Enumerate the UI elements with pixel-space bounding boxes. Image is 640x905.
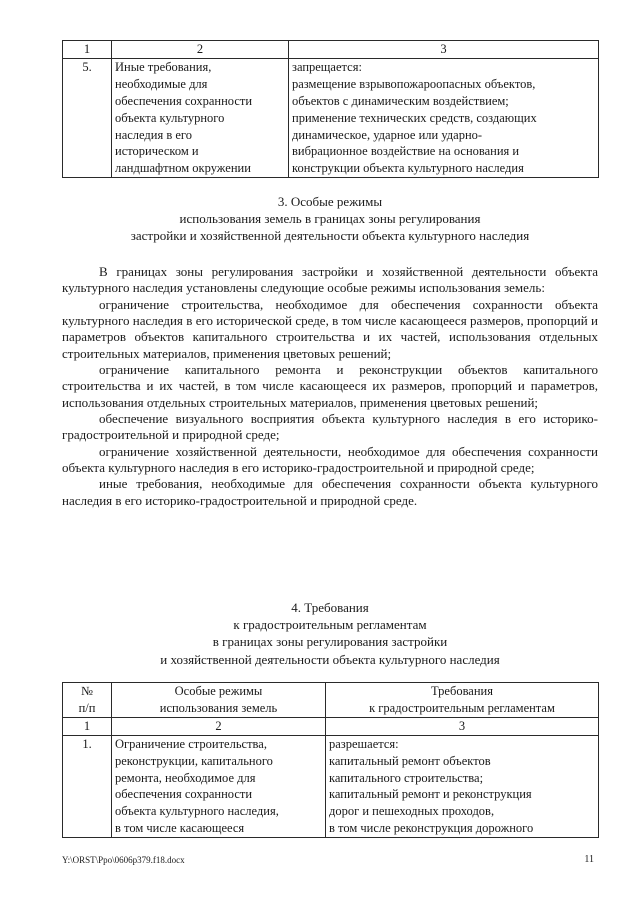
cell-line: Иные требования, <box>115 59 212 74</box>
row-number: 5. <box>63 58 112 177</box>
cell-line: динамическое, ударное или ударно- <box>292 127 483 142</box>
regulations-table <box>62 682 599 838</box>
column-index-cell: 3 <box>289 41 599 59</box>
section-3-body <box>62 264 598 509</box>
cell-line: реконструкции, капитального <box>115 753 273 768</box>
cell-line: капитальный ремонт и реконструкция <box>329 787 532 802</box>
paragraph: ограничение капитального ремонта и реконструкции объектов капитального строительства и их частей, в том числе касающееся их размеров, пропорций и параметров, использования отдельных строительных материалов, применения цветовых решений; <box>62 362 598 410</box>
cell-line: необходимые для <box>115 76 208 91</box>
special-mode-cell <box>112 735 326 837</box>
cell-line: дорог и пешеходных проходов, <box>329 804 495 819</box>
column-index-cell: 1 <box>63 41 112 59</box>
requirement-detail-cell <box>289 58 599 177</box>
header-line: к градостроительным регламентам <box>369 700 555 715</box>
row-number: 1. <box>63 735 112 837</box>
header-line: № <box>81 684 93 698</box>
heading-line: использования земель в границах зоны регулирования <box>179 211 481 227</box>
column-index-row <box>63 717 599 735</box>
header-line: п/п <box>78 700 96 715</box>
table-header-row <box>63 683 599 718</box>
column-index-cell: 2 <box>112 717 326 735</box>
cell-line: конструкции объекта культурного наследия <box>292 161 524 176</box>
paragraph: ограничение хозяйственной деятельности, необходимое для обеспечения сохранности объекта культурного наследия в его историко-градостроительной и природной среде; <box>62 443 598 476</box>
cell-line: размещение взрывопожароопасных объектов, <box>292 76 536 91</box>
cell-line: объекта культурного наследия, <box>115 804 279 819</box>
column-index-cell: 3 <box>326 717 599 735</box>
heading-line: 4. Требования <box>291 600 369 615</box>
paragraph: ограничение строительства, необходимое для обеспечения сохранности объекта культурного наследия в его исторической среде, в том числе касающееся размеров, пропорций и параметров объектов капитального строительства и их частей, использования отдельных строительных материалов, применения цветовых решений; <box>62 296 598 361</box>
table-row <box>63 735 599 837</box>
cell-line: капитальный ремонт объектов <box>329 753 491 768</box>
cell-line: применение технических средств, создающих <box>292 110 537 125</box>
heading-line: и хозяйственной деятельности объекта культурного наследия <box>160 651 500 667</box>
header-line: Требования <box>431 684 493 698</box>
cell-line: Ограничение строительства, <box>115 736 267 751</box>
paragraph: В границах зоны регулирования застройки и хозяйственной деятельности объекта культурного наследия установлены следующие особые режимы использования земель: <box>62 264 598 296</box>
cell-line: запрещается: <box>292 59 362 74</box>
footer-file-path: Y:\ORST\Ppo\0606p379.f18.docx <box>62 855 185 865</box>
cell-line: обеспечения сохранности <box>115 787 253 802</box>
cell-line: ландшафтном окружении <box>115 161 251 176</box>
paragraph: обеспечение визуального восприятия объекта культурного наследия в его историко-градостроительной и природной среде; <box>62 411 598 443</box>
requirement-cell <box>326 735 599 837</box>
column-index-cell: 1 <box>63 717 112 735</box>
cell-line: в том числе реконструкция дорожного <box>329 821 534 836</box>
column-index-cell: 2 <box>112 41 289 59</box>
cell-line: объектов с динамическим воздействием; <box>292 93 509 108</box>
column-index-row <box>63 41 599 59</box>
section-3-heading <box>62 193 598 245</box>
cell-line: вибрационное воздействие на основания и <box>292 144 520 159</box>
paragraph: иные требования, необходимые для обеспечения сохранности объекта культурного наследия в его историко-градостроительной и природной среде. <box>62 476 598 508</box>
cell-line: ремонта, необходимое для <box>115 770 256 785</box>
table-row <box>63 58 599 177</box>
heading-line: застройки и хозяйственной деятельности объекта культурного наследия <box>130 228 530 244</box>
requirements-table-continued <box>62 40 599 178</box>
cell-line: обеспечения сохранности <box>115 93 253 108</box>
cell-line: разрешается: <box>329 736 399 751</box>
requirement-name-cell <box>112 58 289 177</box>
header-special-modes <box>112 683 326 718</box>
header-line: использования земель <box>159 700 278 715</box>
page-number: 11 <box>584 854 594 865</box>
cell-line: в том числе касающееся <box>115 821 245 836</box>
header-requirements <box>326 683 599 718</box>
cell-line: наследия в его <box>115 127 192 142</box>
header-number <box>63 683 112 718</box>
cell-line: объекта культурного <box>115 110 225 125</box>
cell-line: историческом и <box>115 144 199 159</box>
header-line: Особые режимы <box>174 684 263 698</box>
cell-line: капитального строительства; <box>329 770 484 785</box>
heading-line: 3. Особые режимы <box>277 194 383 209</box>
heading-line: к градостроительным регламентам <box>233 617 427 633</box>
heading-line: в границах зоны регулирования застройки <box>212 634 448 650</box>
section-4-heading <box>62 599 598 668</box>
